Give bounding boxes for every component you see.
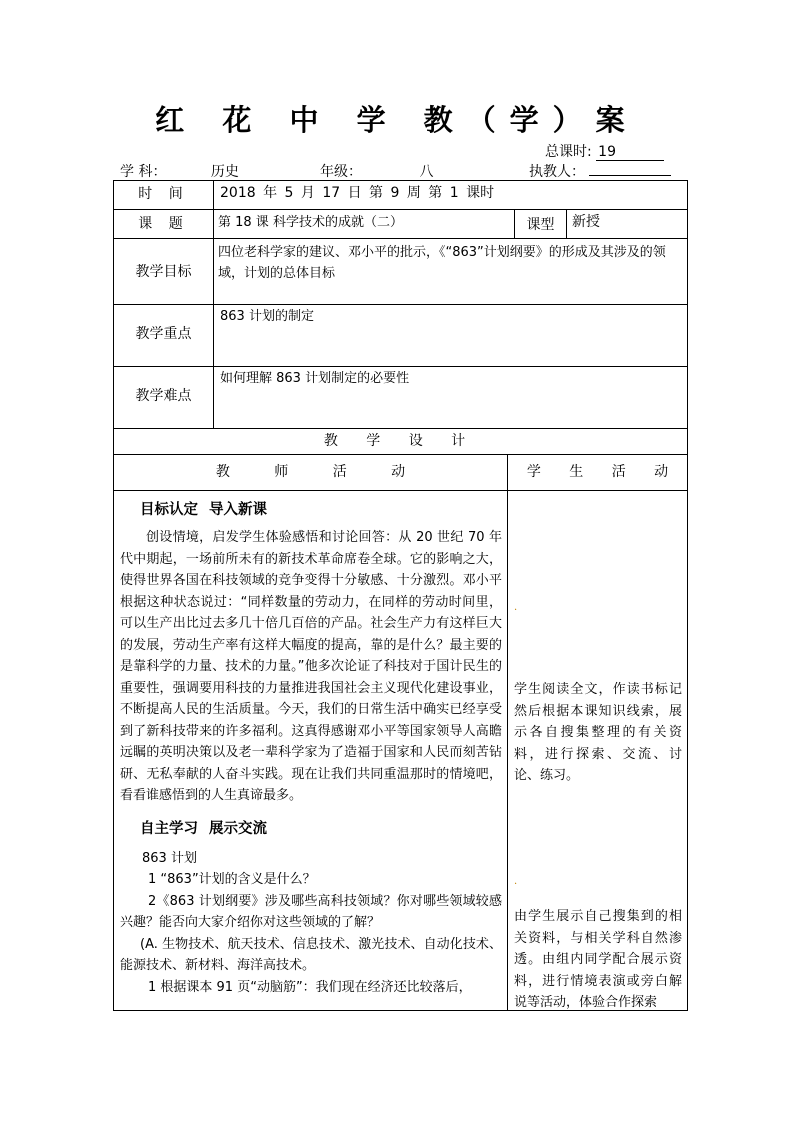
question-1: 1 “863”计划的含义是什么？ <box>148 872 316 887</box>
teacher-label: 执教人： <box>529 164 585 180</box>
subject-field <box>120 161 273 181</box>
small-mark: . <box>514 876 518 887</box>
grade-field <box>320 161 486 181</box>
time-value: 2018 年 5 月 17 日 第 9 周 第 1 课时 <box>220 185 495 201</box>
student-note-2: 由学生展示自己搜集到的相关资料，与相关学科自然渗透。由组内同学配合展示资料，进行情境表演或旁白解说等活动，体验合作探索 <box>514 909 682 1010</box>
grade-value: 八 <box>366 165 486 181</box>
grade-label: 年级： <box>320 164 362 180</box>
design-header: 教 学 设 计 <box>323 433 478 449</box>
student-note-1: 学生阅读全文，作读书标记然后根据本课知识线索，展示各自搜集整理的有关资料，进行探索、交流、讨论、练习。 <box>514 682 682 783</box>
type-label: 课型 <box>526 217 555 233</box>
total-hours-label: 总课时: <box>545 144 592 160</box>
question-2: 2《863 计划纲要》涉及哪些高科技领域？你对哪些领域较感兴趣？能否向大家介绍你对这些领域的了解？ <box>120 893 502 930</box>
question-3: 1 根据课本 91 页“动脑筋”：我们现在经济还比较落后， <box>148 979 472 995</box>
subject-value: 历史 <box>177 165 273 181</box>
difficulty-label: 教学难点 <box>135 388 192 404</box>
student-activity-header: 学 生 活 动 <box>526 464 669 480</box>
teacher-activity-header: 教 师 活 动 <box>215 464 406 480</box>
intro-paragraph: 创设情境，启发学生体验感悟和讨论回答：从 20 世纪 70 年代中期起，一场前所未有的新技术革命席卷全球。它的影响之大，使得世界各国在科技领域的竞争变得十分敏感、十分激烈。邓小平根据这种状态说过：“同样数量的劳动力，在同样的劳动时间里，可以生产出比过去多几十倍几百倍的产品。社会生产力有这样巨大的发展，劳动生产率有这样大幅度的提高，靠的是什么？最主要的是靠科学的力量、技术的力量。”他多次论证了科技对于国计民生的重要性，强调要用科技的力量推进我国社会主义现代化建设事业，不断提高人民的生活质量。今天，我们的日常生活中确实已经享受到了新科技带来的许多福利。这真得感谢邓小平等国家领导人高瞻远瞩的英明决策以及老一辈科学家为了造福于国家和人民而刻苦钻研、无私奉献的人奋斗实践。现在让我们共同重温那时的情境吧，看看谁感悟到的人生真谛最多。 <box>120 530 502 803</box>
total-hours <box>545 141 664 161</box>
teacher-field <box>529 161 671 181</box>
key-label: 教学重点 <box>135 326 192 342</box>
topic-value: 第 18 课 科学技术的成就（二） <box>218 215 403 230</box>
type-value: 新授 <box>572 214 600 230</box>
page-title: 红 花 中 学 教（学）案 <box>155 103 639 137</box>
difficulty-value: 如何理解 863 计划制定的必要性 <box>220 371 410 386</box>
teacher-value <box>589 175 671 176</box>
question-2-answer: (A. 生物技术、航天技术、信息技术、激光技术、自动化技术、能源技术、新材料、海洋高技术。 <box>120 936 502 973</box>
time-label: 时 间 <box>138 186 189 202</box>
small-mark: . <box>514 602 518 613</box>
goal-label: 教学目标 <box>135 264 192 280</box>
key-value: 863 计划的制定 <box>220 309 314 324</box>
teacher-activity-content <box>120 498 502 998</box>
goal-value: 四位老科学家的建议、邓小平的批示，《“863”计划纲要》的形成及其涉及的领域，计划的总体目标 <box>218 245 666 281</box>
subsection-title: 863 计划 <box>142 850 197 866</box>
section-heading-intro: 目标认定 导入新课 <box>140 501 268 518</box>
section-heading-study: 自主学习 展示交流 <box>140 819 268 837</box>
topic-label: 课 题 <box>138 216 189 232</box>
total-hours-value: 19 <box>596 145 664 161</box>
subject-label: 学 科： <box>120 164 167 180</box>
